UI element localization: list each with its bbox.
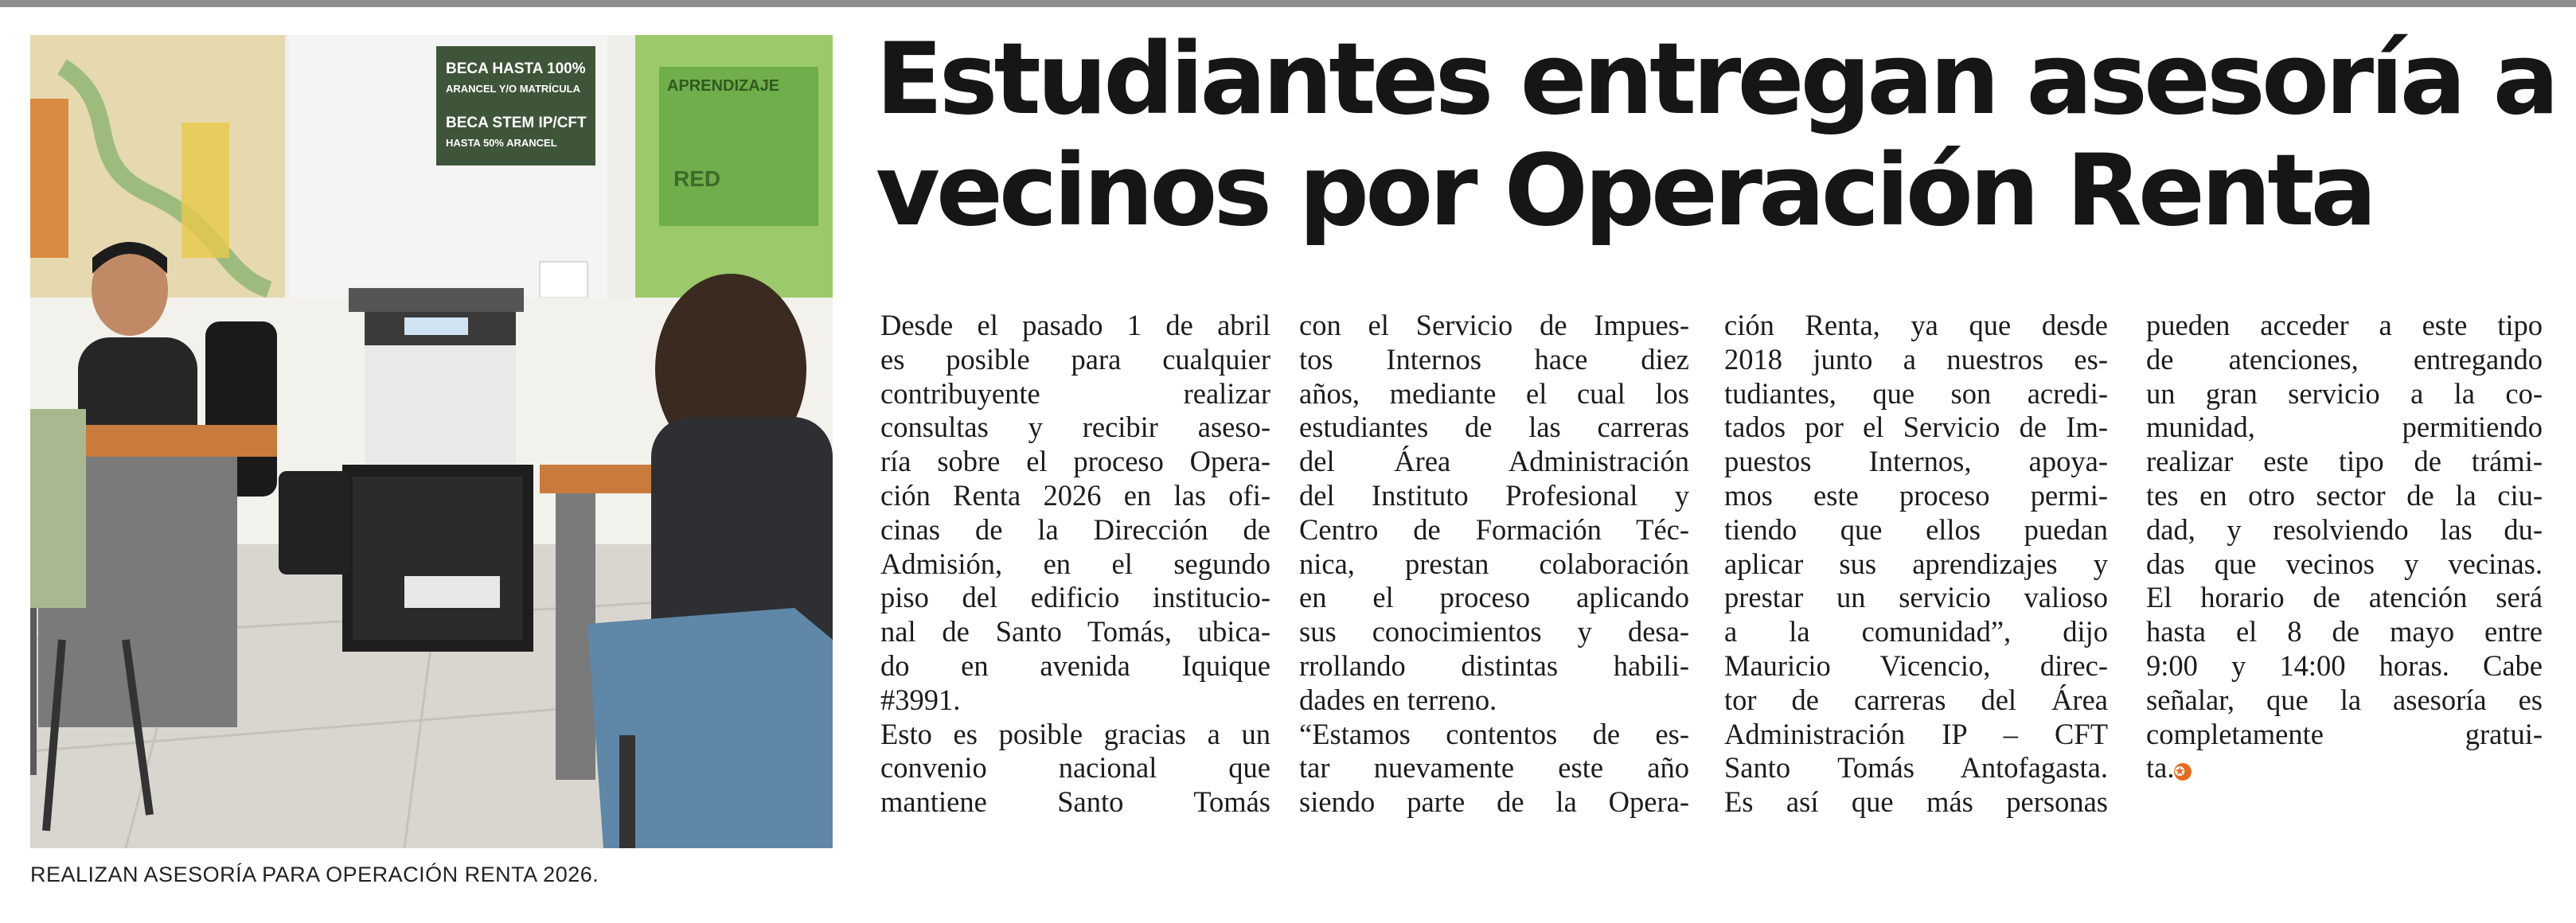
text-line: tor de carreras del Área: [1724, 683, 2108, 716]
poster-green-label: APRENDIZAJE: [667, 77, 780, 95]
text-line: Centro de Formación Téc-: [1299, 512, 1689, 546]
text-line: das que vecinos y vecinas.: [2146, 547, 2543, 580]
text-line: Esto es posible gracias a un: [880, 717, 1270, 750]
text-line: de atenciones, entregando: [2146, 342, 2543, 376]
text-line: sus conocimientos y desa-: [1299, 615, 1689, 648]
text-line: un gran servicio a la co-: [2146, 376, 2543, 410]
headline-line-1: Estudiantes entregan asesoría a: [876, 22, 2556, 137]
text-line: del Instituto Profesional y: [1299, 478, 1689, 512]
text-line: dades en terreno.: [1299, 683, 1497, 716]
text-line: señalar, que la asesoría es: [2146, 683, 2543, 716]
text-line: hasta el 8 de mayo entre: [2146, 615, 2543, 648]
text-line: Administración IP – CFT: [1724, 717, 2108, 750]
text-line: dad, y resolviendo las du-: [2146, 512, 2543, 546]
text-line: realizar este tipo de trámi-: [2146, 445, 2543, 478]
headline: [876, 22, 2556, 248]
poster-stem-line2: HASTA 50% ARANCEL: [446, 137, 557, 149]
text-line: pueden acceder a este tipo: [2146, 309, 2543, 341]
text-line: a la comunidad”, dijo: [1724, 615, 2108, 648]
text-line: mantiene Santo Tomás: [880, 785, 1270, 819]
text-line: El horario de atención será: [2146, 581, 2543, 614]
text-line: aplicar sus aprendizajes y: [1724, 547, 2108, 580]
end-of-article-icon: ✪: [2174, 763, 2192, 781]
final-text: ta.: [2146, 751, 2175, 785]
text-line: del Área Administración: [1299, 445, 1689, 478]
poster-red-label: RED: [673, 166, 721, 191]
text-line: do en avenida Iquique: [880, 648, 1270, 682]
text-line: tiendo que ellos puedan: [1724, 512, 2108, 546]
text-line: es posible para cualquier: [880, 342, 1270, 376]
poster-green: [635, 35, 833, 298]
text-line: ción Renta 2026 en las ofi-: [880, 478, 1270, 512]
text-line: puestos Internos, apoya-: [1724, 445, 2108, 478]
text-line: en el proceso aplicando: [1299, 581, 1689, 614]
text-line: rrollando distintas habili-: [1299, 648, 1689, 682]
top-rule: [0, 0, 2576, 7]
text-line: tos Internos hace diez: [1299, 342, 1689, 376]
text-line: años, mediante el cual los: [1299, 376, 1689, 410]
text-line: munidad, permitiendo: [2146, 411, 2543, 444]
photo-caption: REALIZAN ASESORÍA PARA OPERACIÓN RENTA 2026.: [30, 863, 599, 886]
article-column-2: [1299, 309, 1689, 820]
article-photo: [30, 35, 833, 848]
text-line: siendo parte de la Opera-: [1299, 785, 1689, 819]
text-line: piso del edificio institucio-: [880, 581, 1270, 614]
article-column-3: [1724, 309, 2108, 820]
text-line: tudiantes, que son acredi-: [1724, 376, 2108, 410]
poster-beca-line2: ARANCEL Y/O MATRÍCULA: [446, 83, 580, 95]
text-line: Admisión, en el segundo: [880, 547, 1270, 580]
text-line: prestar un servicio valioso: [1724, 581, 2108, 614]
text-line: convenio nacional que: [880, 751, 1270, 785]
text-line: nica, prestan colaboración: [1299, 547, 1689, 580]
text-line: completamente gratui-: [2146, 717, 2543, 750]
article-column-4: [2146, 309, 2543, 785]
text-line: Santo Tomás Antofagasta.: [1724, 751, 2108, 785]
text-line: cinas de la Dirección de: [880, 512, 1270, 546]
text-line: con el Servicio de Impues-: [1299, 309, 1689, 341]
text-line: Mauricio Vicencio, direc-: [1724, 648, 2108, 682]
text-line: ría sobre el proceso Opera-: [880, 445, 1270, 478]
text-line: consultas y recibir aseso-: [880, 411, 1270, 444]
poster-beca: [436, 46, 595, 166]
text-line-final: [2146, 751, 2543, 785]
text-line: contribuyente realizar: [880, 376, 1270, 410]
article-column-1: [880, 309, 1270, 820]
text-line: Es así que más personas: [1724, 785, 2108, 819]
poster-stem-line1: BECA STEM IP/CFT: [446, 115, 587, 131]
text-line: 9:00 y 14:00 horas. Cabe: [2146, 648, 2543, 682]
text-line: “Estamos contentos de es-: [1299, 717, 1689, 750]
text-line: tar nuevamente este año: [1299, 751, 1689, 785]
poster-beca-line1: BECA HASTA 100%: [446, 60, 586, 77]
text-line: #3991.: [880, 683, 961, 716]
text-line: ción Renta, ya que desde: [1724, 309, 2108, 341]
text-line: mos este proceso permi-: [1724, 478, 2108, 512]
text-line: tes en otro sector de la ciu-: [2146, 478, 2543, 512]
headline-line-2: vecinos por Operación Renta: [876, 134, 2374, 248]
text-line: estudiantes de las carreras: [1299, 411, 1689, 444]
text-line: Desde el pasado 1 de abril: [880, 309, 1270, 341]
text-line: tados por el Servicio de Im-: [1724, 411, 2108, 444]
text-line: nal de Santo Tomás, ubica-: [880, 615, 1270, 648]
text-line: 2018 junto a nuestros es-: [1724, 342, 2108, 376]
